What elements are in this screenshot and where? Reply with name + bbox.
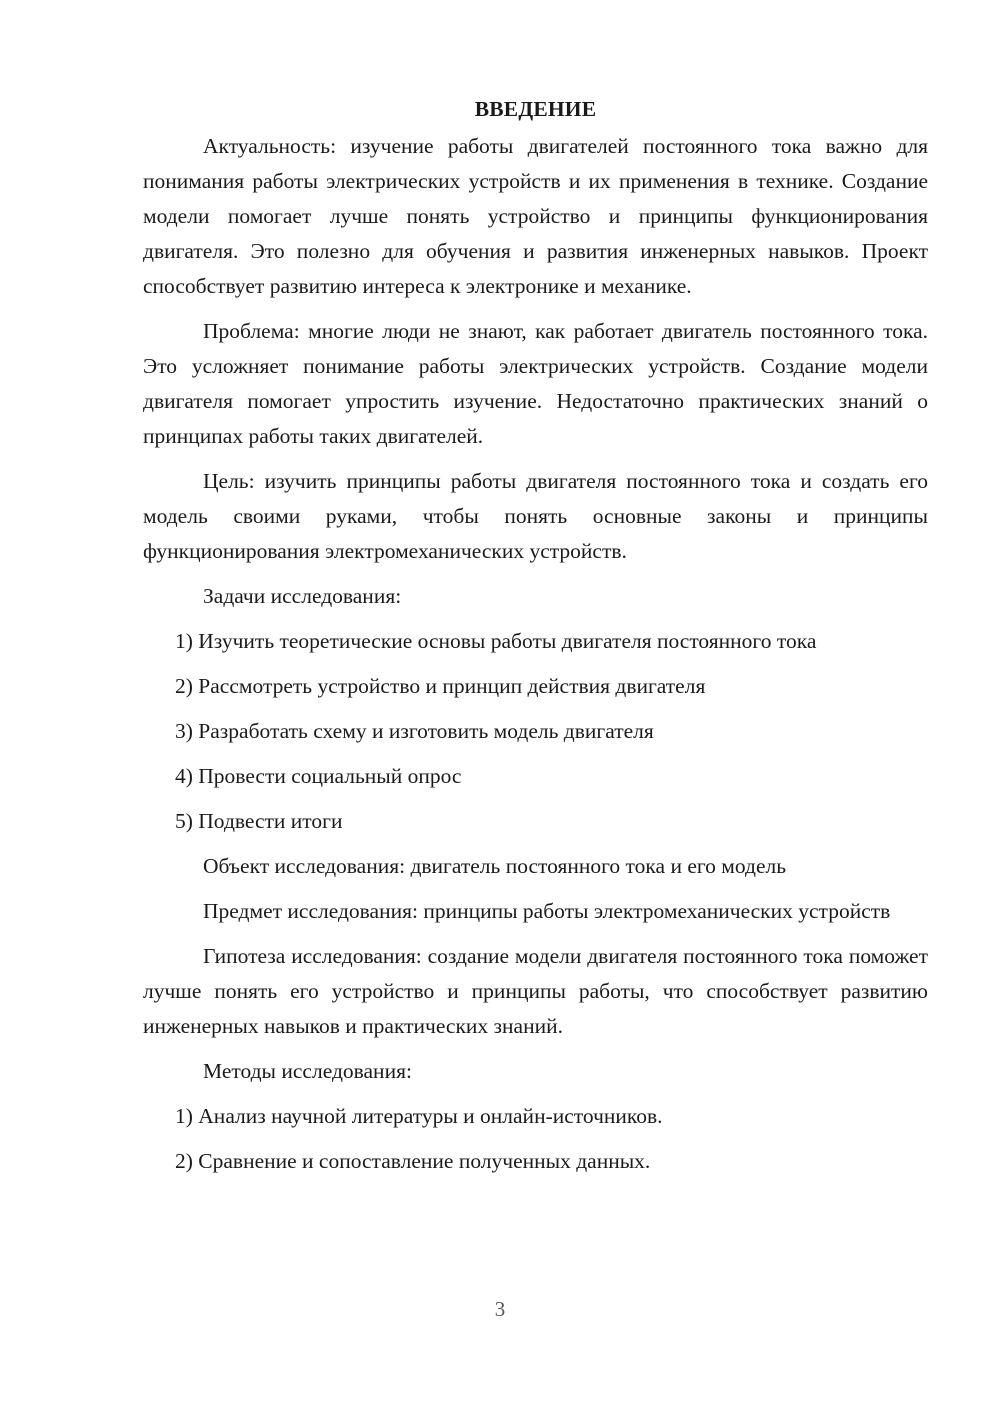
document-page <box>143 92 928 1189</box>
problem-paragraph: Проблема: многие люди не знают, как работает двигатель постоянного тока. Это усложняет понимание работы электрических устройств. Создание модели двигателя помогает упростить изучение. Недостаточно практических знаний о принципах работы таких двигателей. <box>143 319 928 448</box>
section-heading: ВВЕДЕНИЕ <box>474 97 597 121</box>
goal-paragraph: Цель: изучить принципы работы двигателя постоянного тока и создать его модель своими руками, чтобы понять основные законы и принципы функционирования электромеханических устройств. <box>143 469 928 563</box>
list-item: 3) Разработать схему и изготовить модель двигателя <box>175 719 654 743</box>
list-item: 2) Сравнение и сопоставление полученных данных. <box>175 1149 651 1173</box>
page-number: 3 <box>494 1297 506 1321</box>
list-item: 1) Изучить теоретические основы работы двигателя постоянного тока <box>175 629 817 653</box>
list-item: 4) Провести социальный опрос <box>175 764 462 788</box>
tasks-list <box>143 624 928 839</box>
tasks-title: Задачи исследования: <box>203 584 402 608</box>
relevance-paragraph: Актуальность: изучение работы двигателей постоянного тока важно для понимания работы электрических устройств и их применения в технике. Создание модели помогает лучше понять устройство и принципы функционирования двигателя. Это полезно для обучения и развития инженерных навыков. Проект способствует развитию интереса к электронике и механике. <box>143 134 928 298</box>
subject-paragraph: Предмет исследования: принципы работы электромеханических устройств <box>203 899 891 923</box>
methods-list <box>143 1099 928 1179</box>
object-paragraph: Объект исследования: двигатель постоянного тока и его модель <box>203 854 787 878</box>
list-item: 5) Подвести итоги <box>175 809 343 833</box>
methods-title: Методы исследования: <box>203 1059 412 1083</box>
list-item: 1) Анализ научной литературы и онлайн-источников. <box>175 1104 663 1128</box>
list-item: 2) Рассмотреть устройство и принцип действия двигателя <box>175 674 706 698</box>
hypothesis-paragraph: Гипотеза исследования: создание модели двигателя постоянного тока поможет лучше понять его устройство и принципы работы, что способствует развитию инженерных навыков и практических знаний. <box>143 944 928 1038</box>
